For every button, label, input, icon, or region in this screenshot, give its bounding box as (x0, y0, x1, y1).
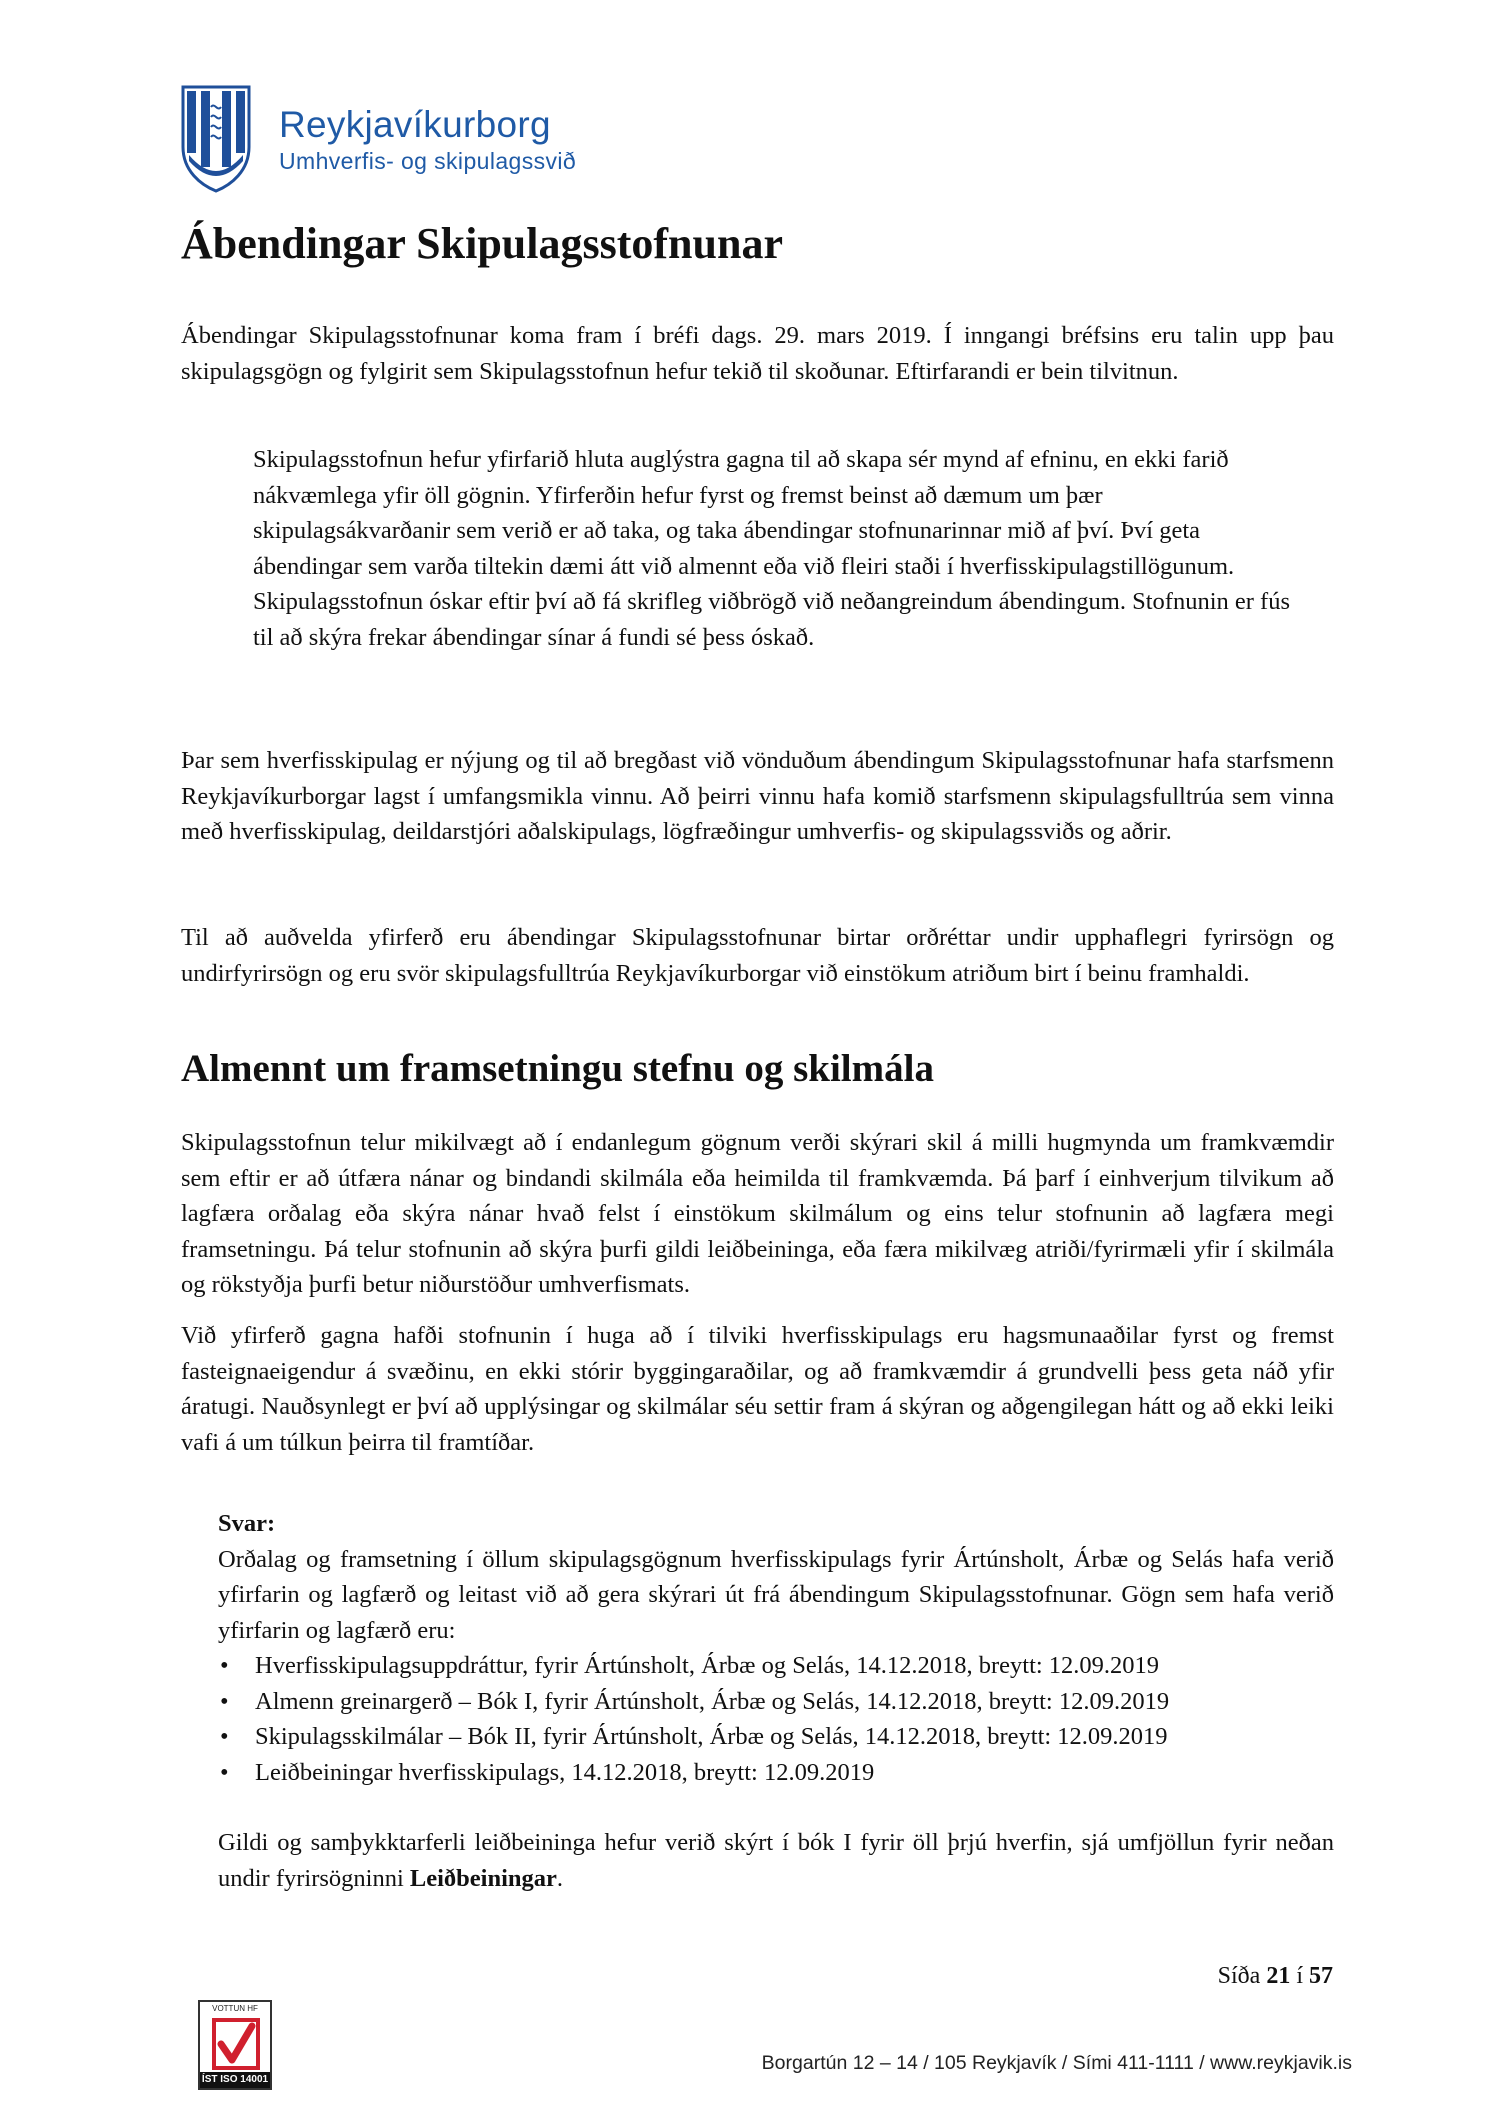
list-item-text: Hverfisskipulagsuppdráttur, fyrir Ártúnsholt, Árbæ og Selás, 14.12.2018, breytt: 12.09.2019 (255, 1652, 1160, 1679)
closing-text: Gildi og samþykktarferli leiðbeininga hefur verið skýrt í bók I fyrir öll þrjú hverfin, sjá umfjöllun fyrir neðan undir fyrirsögninni (218, 1829, 1334, 1892)
certification-bottom-text: ÍST ISO 14001 (200, 2072, 270, 2088)
organization-header (279, 104, 576, 176)
organization-department: Umhverfis- og skipulagssvið (279, 148, 577, 174)
section-paragraph-2: Við yfirferð gagna hafði stofnunin í huga að í tilviki hverfisskipulags eru hagsmunaaðilar fyrst og fremst fasteignaeigendur á svæðinu, en ekki stórir byggingaraðilar, og að framkvæmdir á grundvelli þess geta náð yfir áratugi. Nauðsynlegt er því að upplýsingar og skilmálar séu settir fram á skýran og aðgengilegan hátt og að ekki leiki vafi á um túlkun þeirra til framtíðar. (181, 1322, 1334, 1456)
footer-contact: Borgartún 12 – 14 / 105 Reykjavík / Sími 411-1111 / www.reykjavik.is (761, 2052, 1352, 2074)
list-item (218, 1719, 1334, 1755)
list-item-text: Leiðbeiningar hverfisskipulags, 14.12.2018, breytt: 12.09.2019 (255, 1758, 875, 1786)
page-number-separator: í (1290, 1963, 1309, 1989)
organization-name: Reykjavíkurborg (279, 104, 551, 145)
bullet-icon: • (220, 1652, 229, 1679)
page-title: Ábendingar Skipulagsstofnunar (181, 219, 783, 268)
page-total: 57 (1309, 1963, 1333, 1989)
bullet-icon: • (220, 1723, 229, 1750)
reykjavik-shield-icon (181, 85, 251, 193)
page-number (1218, 1963, 1333, 1990)
list-item (218, 1684, 1334, 1720)
body-paragraph-2: Þar sem hverfisskipulag er nýjung og til að bregðast við vönduðum ábendingum Skipulagsstofnunar hafa starfsmenn Reykjavíkurborgar lagst í umfangsmikla vinnu. Að þeirri vinnu hafa komið starfsmenn skipulagsfulltrúa sem vinna með hverfisskipulag, deildarstjóri aðalskipulags, lögfræðingur umhverfis- og skipulagssviðs og aðrir. (181, 747, 1334, 845)
bullet-icon: • (220, 1687, 229, 1715)
answer-block (218, 1506, 1334, 1896)
quote-block: Skipulagsstofnun hefur yfirfarið hluta auglýstra gagna til að skapa sér mynd af efninu, en ekki farið nákvæmlega yfir öll gögnin. Yfirferðin hefur fyrst og fremst beinst að dæmum um þær skipulagsákvarðanir sem verið er að taka, og taka ábendingar stofnunarinnar mið af því. Því geta ábendingar sem varða tiltekin dæmi átt við almennt eða við fleiri staði í hverfisskipulagstillögunum. Skipulagsstofnun óskar eftir því að fá skrifleg viðbrögð við neðangreindum ábendingum. Stofnunin er fús til að skýra frekar ábendingar sínar á fundi sé þess óskað. (253, 446, 1290, 651)
certification-top-text: VOTTUN HF (212, 2004, 258, 2013)
checkmark-icon (212, 2018, 260, 2070)
page-number-prefix: Síða (1217, 1963, 1267, 1989)
closing-paragraph (218, 1825, 1334, 1896)
answer-text: Orðalag og framsetning í öllum skipulagsgögnum hverfisskipulags fyrir Ártúnsholt, Árbæ og Selás hafa verið yfirfarin og lagfærð og leitast við að gera skýrari út frá ábendingum Skipulagsstofnunar. Gögn sem hafa verið yfirfarin og lagfærð eru: (218, 1545, 1334, 1644)
section-heading: Almennt um framsetningu stefnu og skilmála (181, 1047, 934, 1090)
answer-label: Svar: (218, 1510, 276, 1537)
iso-certification-badge (198, 2000, 272, 2090)
bullet-icon: • (220, 1758, 229, 1786)
section-paragraph-1: Skipulagsstofnun telur mikilvægt að í endanlegum gögnum verði skýrari skil á milli hugmynda um framkvæmdir sem eftir er að útfæra nánar og bindandi skilmála eða heimilda til framkvæmda. Þá þarf í einhverjum tilvikum að lagfæra orðalag eða skýra nánar hvað felst í einstökum skilmálum og eins telur stofnunin að lagfæra megi framsetningu. Þá telur stofnunin að skýra þurfi gildi leiðbeininga, eða færa mikilvæg atriði/fyrirmæli yfir í skilmála og rökstyðja þurfi betur niðurstöður umhverfismats. (181, 1129, 1334, 1298)
closing-end: . (556, 1864, 564, 1892)
body-paragraph-3: Til að auðvelda yfirferð eru ábendingar Skipulagsstofnunar birtar orðréttar undir upphaflegri fyrirsögn og undirfyrirsögn og eru svör skipulagsfulltrúa Reykjavíkurborgar við einstökum atriðum birt í beinu framhaldi. (181, 924, 1334, 987)
list-item (218, 1648, 1334, 1684)
list-item-text: Skipulagsskilmálar – Bók II, fyrir Ártúnsholt, Árbæ og Selás, 14.12.2018, breytt: 12.09.2019 (255, 1723, 1168, 1750)
intro-paragraph: Ábendingar Skipulagsstofnunar koma fram í bréfi dags. 29. mars 2019. Í inngangi bréfsins eru talin upp þau skipulagsgögn og fylgirit sem Skipulagsstofnun hefur tekið til skoðunar. Eftirfarandi er bein tilvitnun. (181, 322, 1334, 385)
list-item-text: Almenn greinargerð – Bók I, fyrir Ártúnsholt, Árbæ og Selás, 14.12.2018, breytt: 12.09.2019 (255, 1687, 1170, 1715)
page-current: 21 (1266, 1963, 1291, 1989)
list-item (218, 1755, 1334, 1791)
document-list (218, 1648, 1334, 1790)
closing-bold-term: Leiðbeiningar (409, 1864, 557, 1892)
